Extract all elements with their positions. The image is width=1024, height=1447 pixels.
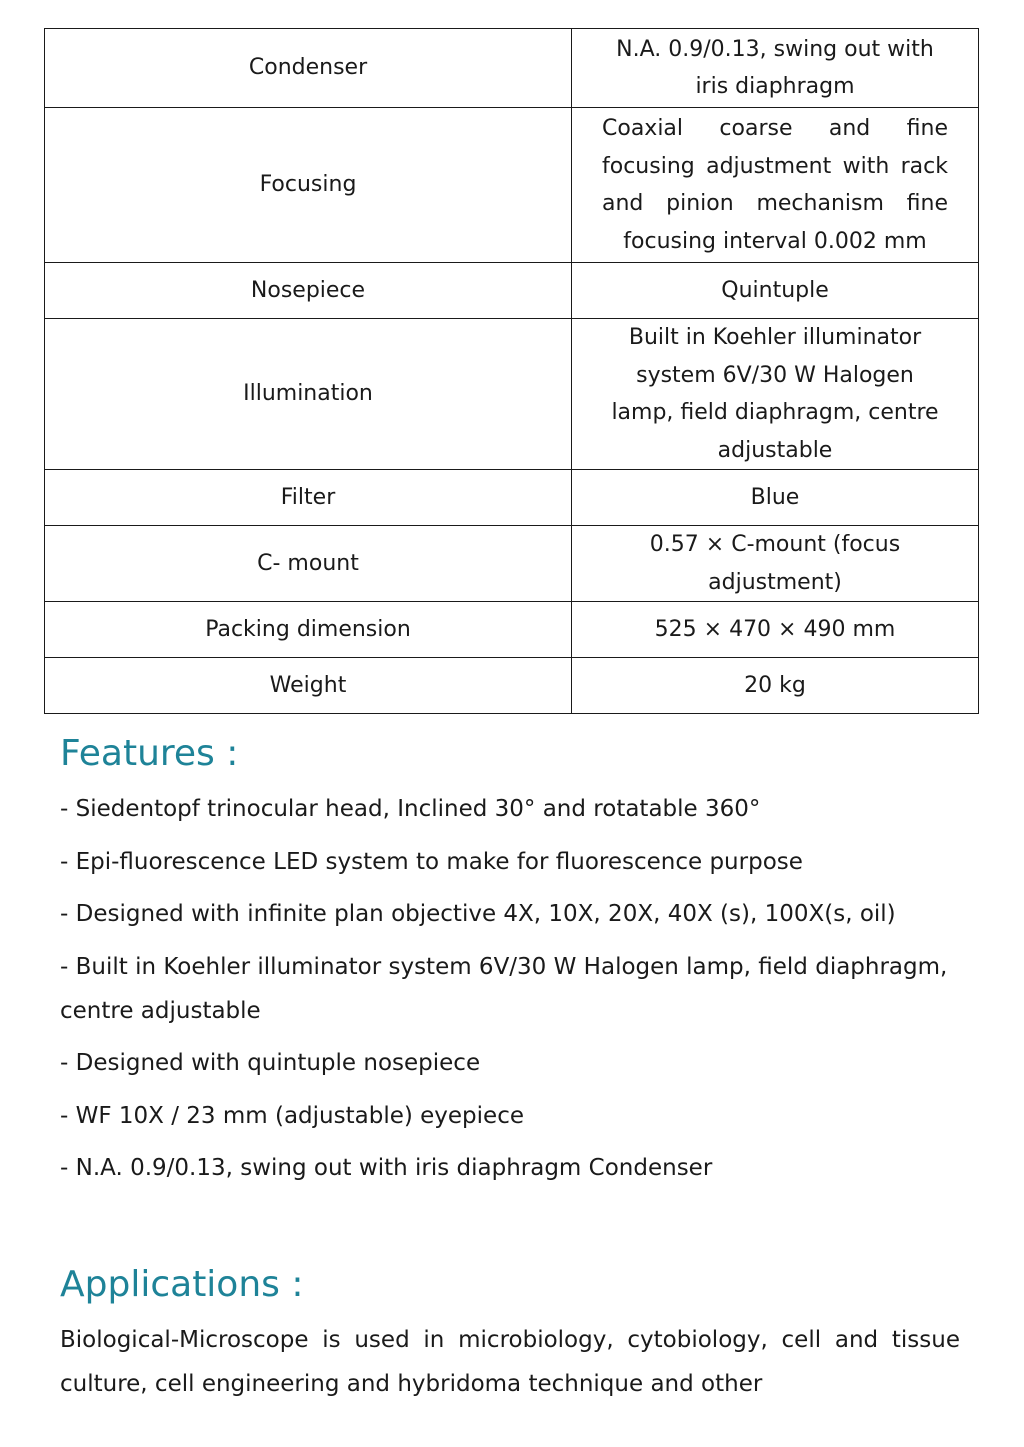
list-item: - WF 10X / 23 mm (adjustable) eyepiece xyxy=(60,1102,524,1129)
spec-label: Nosepiece xyxy=(45,263,572,319)
table-row xyxy=(45,263,979,319)
spec-label: Illumination xyxy=(45,319,572,470)
features-list xyxy=(60,787,970,1199)
table-row xyxy=(45,319,979,470)
spec-label: Filter xyxy=(45,470,572,526)
list-item: - Designed with infinite plan objective 4X, 10X, 20X, 40X (s), 100X(s, oil) xyxy=(60,901,896,927)
specifications-table xyxy=(44,28,979,714)
spec-value: N.A. 0.9/0.13, swing out with iris diaphragm xyxy=(572,29,979,108)
spec-label: C- mount xyxy=(45,526,572,602)
applications-heading: Applications : xyxy=(60,1264,304,1305)
table-row xyxy=(45,526,979,602)
table-row xyxy=(45,602,979,658)
spec-value: 0.57 × C-mount (focus adjustment) xyxy=(572,526,979,602)
spec-label: Packing dimension xyxy=(45,602,572,658)
table-row xyxy=(45,108,979,263)
spec-value: Coaxial coarse and fine focusing adjustment with rack and pinion mechanism fine focusing interval 0.002 mm xyxy=(572,108,979,263)
spec-label: Condenser xyxy=(45,29,572,108)
list-item: - Designed with quintuple nosepiece xyxy=(60,1050,481,1076)
spec-value: 525 × 470 × 490 mm xyxy=(572,602,979,658)
spec-value: Blue xyxy=(572,470,979,526)
table-row xyxy=(45,29,979,108)
features-heading: Features : xyxy=(60,733,239,774)
table-row xyxy=(45,658,979,714)
list-item: - Epi-fluorescence LED system to make for fluorescence purpose xyxy=(60,848,803,875)
list-item: - N.A. 0.9/0.13, swing out with iris diaphragm Condenser xyxy=(60,1155,713,1181)
table-row xyxy=(45,470,979,526)
spec-value: Quintuple xyxy=(572,263,979,319)
spec-value: 20 kg xyxy=(572,658,979,714)
spec-label: Focusing xyxy=(45,108,572,263)
list-item: - Built in Koehler illuminator system 6V/30 W Halogen lamp, field diaphragm, centre adjustable xyxy=(60,953,948,1024)
list-item: - Siedentopf trinocular head, Inclined 30° and rotatable 360° xyxy=(60,796,761,822)
applications-paragraph: Biological-Microscope is used in microbiology, cytobiology, cell and tissue culture, cell engineering and hybridoma technique and other xyxy=(60,1327,960,1397)
spec-label: Weight xyxy=(45,658,572,714)
spec-value: Built in Koehler illuminator system 6V/30 W Halogen lamp, field diaphragm, centre adjustable xyxy=(572,319,979,470)
